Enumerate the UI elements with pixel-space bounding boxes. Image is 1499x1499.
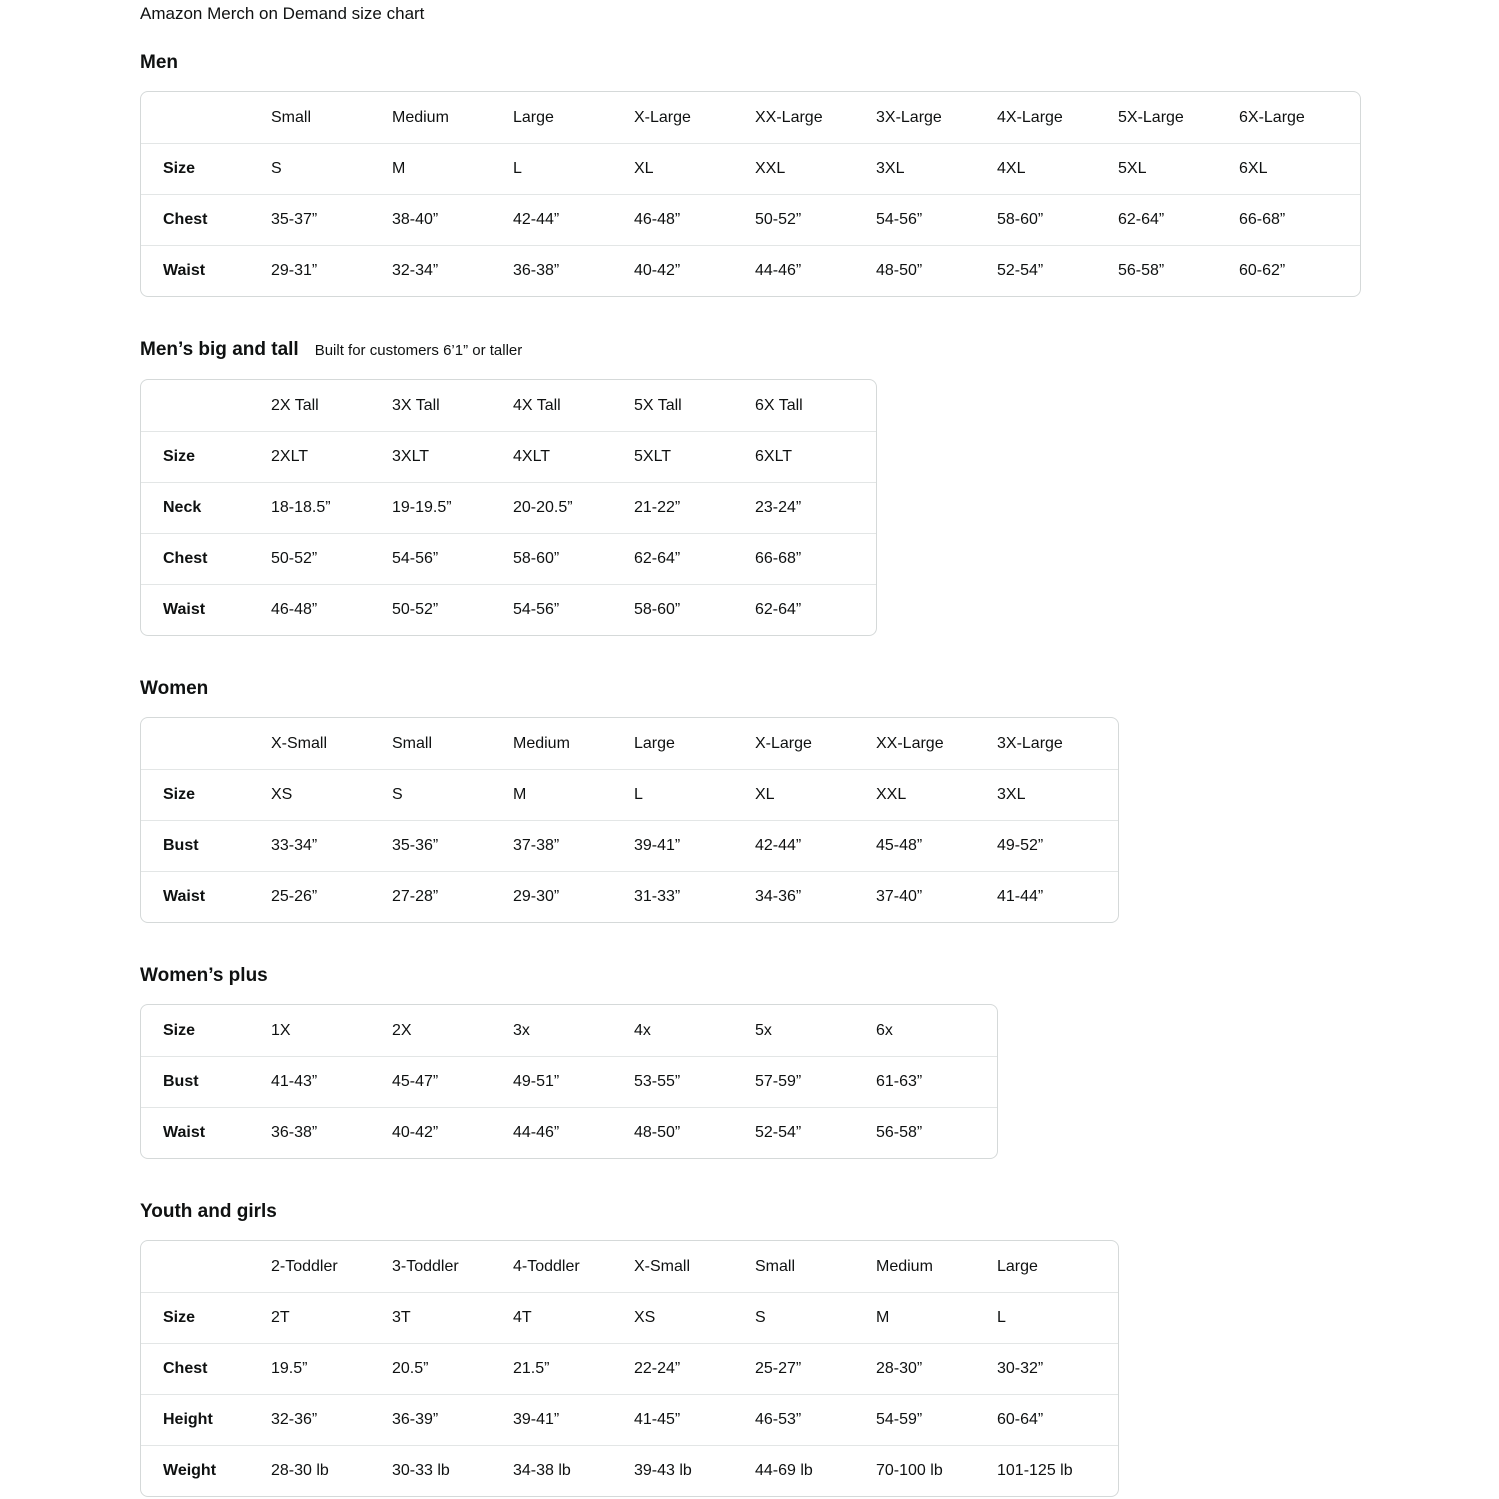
size-cell: 48-50” bbox=[634, 1107, 755, 1158]
size-cell: 41-45” bbox=[634, 1394, 755, 1445]
size-cell: S bbox=[271, 143, 392, 194]
section-heading-text: Men bbox=[140, 52, 178, 73]
column-header: X-Small bbox=[634, 1257, 691, 1275]
size-cell: M bbox=[392, 143, 513, 194]
table-row bbox=[141, 871, 1118, 922]
size-cell: 42-44” bbox=[513, 194, 634, 245]
column-header: Medium bbox=[513, 734, 570, 752]
size-cell: 20-20.5” bbox=[513, 482, 634, 533]
size-cell: 58-60” bbox=[997, 194, 1118, 245]
size-cell: XS bbox=[271, 769, 392, 820]
column-header: 2X Tall bbox=[271, 396, 319, 414]
size-cell: 35-36” bbox=[392, 820, 513, 871]
corner-cell bbox=[141, 718, 271, 769]
column-header: XX-Large bbox=[876, 734, 944, 752]
size-cell: 3XL bbox=[876, 143, 997, 194]
size-cell: 56-58” bbox=[1118, 245, 1239, 296]
size-cell: 22-24” bbox=[634, 1343, 755, 1394]
size-cell: M bbox=[876, 1292, 997, 1343]
size-cell: 29-30” bbox=[513, 871, 634, 922]
size-cell: L bbox=[513, 143, 634, 194]
section-heading-youth-and-girls bbox=[140, 1199, 1499, 1225]
size-cell: 52-54” bbox=[997, 245, 1118, 296]
men-size-table bbox=[140, 91, 1361, 297]
size-cell: 5XLT bbox=[634, 431, 755, 482]
column-header: 4X-Large bbox=[997, 108, 1063, 126]
size-cell: 31-33” bbox=[634, 871, 755, 922]
column-header: 6X-Large bbox=[1239, 108, 1305, 126]
size-cell: 4T bbox=[513, 1292, 634, 1343]
size-cell: 53-55” bbox=[634, 1056, 755, 1107]
size-cell: 52-54” bbox=[755, 1107, 876, 1158]
size-cell: 42-44” bbox=[755, 820, 876, 871]
column-header: XX-Large bbox=[755, 108, 823, 126]
size-cell: 30-32” bbox=[997, 1343, 1118, 1394]
size-cell: 40-42” bbox=[392, 1107, 513, 1158]
row-label: Bust bbox=[141, 820, 271, 871]
size-cell: 34-38 lb bbox=[513, 1445, 634, 1496]
size-cell: 62-64” bbox=[634, 533, 755, 584]
section-heading-women bbox=[140, 676, 1499, 702]
size-cell: 70-100 lb bbox=[876, 1445, 997, 1496]
column-header: 3X Tall bbox=[392, 396, 440, 414]
column-header: 5X Tall bbox=[634, 396, 682, 414]
size-cell: 45-48” bbox=[876, 820, 997, 871]
column-header: Medium bbox=[392, 108, 449, 126]
section-subtitle: Built for customers 6’1” or taller bbox=[314, 342, 523, 359]
size-cell: 28-30 lb bbox=[271, 1445, 392, 1496]
row-label: Size bbox=[141, 431, 271, 482]
size-cell: 46-48” bbox=[271, 584, 392, 635]
size-cell: 25-27” bbox=[755, 1343, 876, 1394]
row-label: Size bbox=[141, 1292, 271, 1343]
size-cell: 45-47” bbox=[392, 1056, 513, 1107]
size-cell: 60-64” bbox=[997, 1394, 1118, 1445]
size-cell: 44-69 lb bbox=[755, 1445, 876, 1496]
size-cell: 5x bbox=[755, 1021, 772, 1039]
mens-big-and-tall-size-table bbox=[140, 379, 877, 636]
row-label: Size bbox=[141, 143, 271, 194]
size-cell: 4XLT bbox=[513, 431, 634, 482]
column-header-row bbox=[141, 1241, 1118, 1292]
size-cell: 41-44” bbox=[997, 871, 1118, 922]
page-title: Amazon Merch on Demand size chart bbox=[140, 4, 425, 23]
size-cell: 36-39” bbox=[392, 1394, 513, 1445]
row-label: Chest bbox=[141, 194, 271, 245]
corner-cell bbox=[141, 1241, 271, 1292]
row-label: Chest bbox=[141, 533, 271, 584]
corner-cell bbox=[141, 380, 271, 431]
row-label: Size bbox=[163, 1021, 196, 1039]
size-cell: 39-43 lb bbox=[634, 1445, 755, 1496]
size-cell: 46-53” bbox=[755, 1394, 876, 1445]
size-cell: 54-59” bbox=[876, 1394, 997, 1445]
row-label: Size bbox=[141, 769, 271, 820]
table-row bbox=[141, 1107, 997, 1158]
table-row bbox=[141, 1292, 1118, 1343]
size-cell: S bbox=[392, 769, 513, 820]
row-label: Bust bbox=[141, 1056, 271, 1107]
size-cell: 28-30” bbox=[876, 1343, 997, 1394]
size-cell: 60-62” bbox=[1239, 245, 1360, 296]
table-row bbox=[141, 245, 1360, 296]
column-header: Small bbox=[392, 734, 433, 752]
size-cell: 54-56” bbox=[876, 194, 997, 245]
size-cell: 35-37” bbox=[271, 194, 392, 245]
size-cell: 48-50” bbox=[876, 245, 997, 296]
size-cell: 49-51” bbox=[513, 1056, 634, 1107]
column-header: Large bbox=[634, 734, 675, 752]
size-cell: 58-60” bbox=[634, 584, 755, 635]
size-cell: 3XLT bbox=[392, 431, 513, 482]
row-label: Waist bbox=[141, 1107, 271, 1158]
size-cell: 34-36” bbox=[755, 871, 876, 922]
column-header: 2-Toddler bbox=[271, 1257, 338, 1275]
women-size-table bbox=[140, 717, 1119, 923]
row-label: Neck bbox=[141, 482, 271, 533]
size-cell: 3T bbox=[392, 1292, 513, 1343]
table-row bbox=[141, 1445, 1118, 1496]
row-label: Waist bbox=[141, 871, 271, 922]
size-cell: 58-60” bbox=[513, 533, 634, 584]
size-cell: 30-33 lb bbox=[392, 1445, 513, 1496]
size-cell: 2T bbox=[271, 1292, 392, 1343]
column-header: Large bbox=[997, 1257, 1038, 1275]
size-cell: 4x bbox=[634, 1021, 651, 1039]
size-cell: 61-63” bbox=[876, 1056, 997, 1107]
size-cell: 4XL bbox=[997, 143, 1118, 194]
table-row bbox=[141, 194, 1360, 245]
section-heading-mens-big-and-tall bbox=[140, 337, 1499, 364]
size-cell: 57-59” bbox=[755, 1056, 876, 1107]
column-header: 3X-Large bbox=[876, 108, 942, 126]
size-cell: 33-34” bbox=[271, 820, 392, 871]
womens-plus-size-table bbox=[140, 1004, 998, 1159]
size-cell: XXL bbox=[876, 769, 997, 820]
size-cell: 66-68” bbox=[755, 533, 876, 584]
table-row bbox=[141, 584, 876, 635]
section-heading-text: Men’s big and tall bbox=[140, 339, 299, 360]
column-header: X-Large bbox=[755, 734, 812, 752]
size-cell: 32-34” bbox=[392, 245, 513, 296]
table-row bbox=[141, 431, 876, 482]
column-header: X-Small bbox=[271, 734, 328, 752]
row-label: Waist bbox=[141, 584, 271, 635]
column-header: 4-Toddler bbox=[513, 1257, 580, 1275]
size-cell: 44-46” bbox=[513, 1107, 634, 1158]
size-cell: XL bbox=[755, 769, 876, 820]
column-header-row bbox=[141, 380, 876, 431]
table-row bbox=[141, 820, 1118, 871]
size-cell: 19-19.5” bbox=[392, 482, 513, 533]
column-header: 3-Toddler bbox=[392, 1257, 459, 1275]
size-cell: 36-38” bbox=[513, 245, 634, 296]
column-header: Small bbox=[755, 1257, 796, 1275]
size-cell: 21.5” bbox=[513, 1343, 634, 1394]
table-row bbox=[141, 1343, 1118, 1394]
size-cell: XS bbox=[634, 1292, 755, 1343]
corner-cell bbox=[141, 92, 271, 143]
size-cell: 36-38” bbox=[271, 1107, 392, 1158]
size-cell: 40-42” bbox=[634, 245, 755, 296]
section-heading-text: Women bbox=[140, 678, 209, 699]
size-cell: S bbox=[755, 1292, 876, 1343]
row-label: Height bbox=[141, 1394, 271, 1445]
youth-and-girls-size-table bbox=[140, 1240, 1119, 1497]
size-cell: 6XLT bbox=[755, 431, 876, 482]
section-heading-men bbox=[140, 50, 1499, 76]
size-cell: 38-40” bbox=[392, 194, 513, 245]
size-cell: 21-22” bbox=[634, 482, 755, 533]
size-cell: 50-52” bbox=[392, 584, 513, 635]
table-row bbox=[141, 482, 876, 533]
size-cell: 54-56” bbox=[513, 584, 634, 635]
size-cell: 44-46” bbox=[755, 245, 876, 296]
size-cell: 1X bbox=[271, 1021, 291, 1039]
column-header: Small bbox=[271, 108, 312, 126]
size-cell: 29-31” bbox=[271, 245, 392, 296]
size-cell: 101-125 lb bbox=[997, 1445, 1118, 1496]
size-cell: 19.5” bbox=[271, 1343, 392, 1394]
size-cell: 37-40” bbox=[876, 871, 997, 922]
size-cell: 5XL bbox=[1118, 143, 1239, 194]
column-header: Medium bbox=[876, 1257, 933, 1275]
size-cell: XL bbox=[634, 143, 755, 194]
section-heading-text: Women’s plus bbox=[140, 965, 268, 986]
row-label: Chest bbox=[141, 1343, 271, 1394]
size-cell: 39-41” bbox=[513, 1394, 634, 1445]
size-cell: 41-43” bbox=[271, 1056, 392, 1107]
size-cell: 50-52” bbox=[271, 533, 392, 584]
size-cell: L bbox=[997, 1292, 1118, 1343]
size-cell: 3x bbox=[513, 1021, 530, 1039]
table-row bbox=[141, 1394, 1118, 1445]
row-label: Weight bbox=[141, 1445, 271, 1496]
section-heading-womens-plus bbox=[140, 963, 1499, 989]
size-cell: 50-52” bbox=[755, 194, 876, 245]
table-row bbox=[141, 1056, 997, 1107]
column-header: 5X-Large bbox=[1118, 108, 1184, 126]
size-cell: 62-64” bbox=[1118, 194, 1239, 245]
size-cell: 27-28” bbox=[392, 871, 513, 922]
column-header: 6X Tall bbox=[755, 396, 803, 414]
column-header: Large bbox=[513, 108, 554, 126]
size-cell: XXL bbox=[755, 143, 876, 194]
size-cell: 2X bbox=[392, 1021, 412, 1039]
size-cell: 46-48” bbox=[634, 194, 755, 245]
section-heading-text: Youth and girls bbox=[140, 1201, 277, 1222]
size-cell: 56-58” bbox=[876, 1107, 997, 1158]
table-row bbox=[141, 769, 1118, 820]
size-cell: 25-26” bbox=[271, 871, 392, 922]
size-cell: 20.5” bbox=[392, 1343, 513, 1394]
size-cell: M bbox=[513, 769, 634, 820]
column-header: 3X-Large bbox=[997, 734, 1063, 752]
size-cell: 49-52” bbox=[997, 820, 1118, 871]
column-header: X-Large bbox=[634, 108, 691, 126]
size-cell: 18-18.5” bbox=[271, 482, 392, 533]
table-row bbox=[141, 1005, 997, 1056]
size-cell: 3XL bbox=[997, 769, 1118, 820]
size-cell: 6XL bbox=[1239, 143, 1360, 194]
column-header: 4X Tall bbox=[513, 396, 561, 414]
size-cell: 66-68” bbox=[1239, 194, 1360, 245]
size-cell: 6x bbox=[876, 1021, 893, 1039]
size-cell: 23-24” bbox=[755, 482, 876, 533]
size-cell: L bbox=[634, 769, 755, 820]
size-cell: 54-56” bbox=[392, 533, 513, 584]
column-header-row bbox=[141, 718, 1118, 769]
size-cell: 37-38” bbox=[513, 820, 634, 871]
size-cell: 62-64” bbox=[755, 584, 876, 635]
size-cell: 32-36” bbox=[271, 1394, 392, 1445]
size-cell: 39-41” bbox=[634, 820, 755, 871]
row-label: Waist bbox=[141, 245, 271, 296]
size-cell: 2XLT bbox=[271, 431, 392, 482]
column-header-row bbox=[141, 92, 1360, 143]
table-row bbox=[141, 533, 876, 584]
table-row bbox=[141, 143, 1360, 194]
